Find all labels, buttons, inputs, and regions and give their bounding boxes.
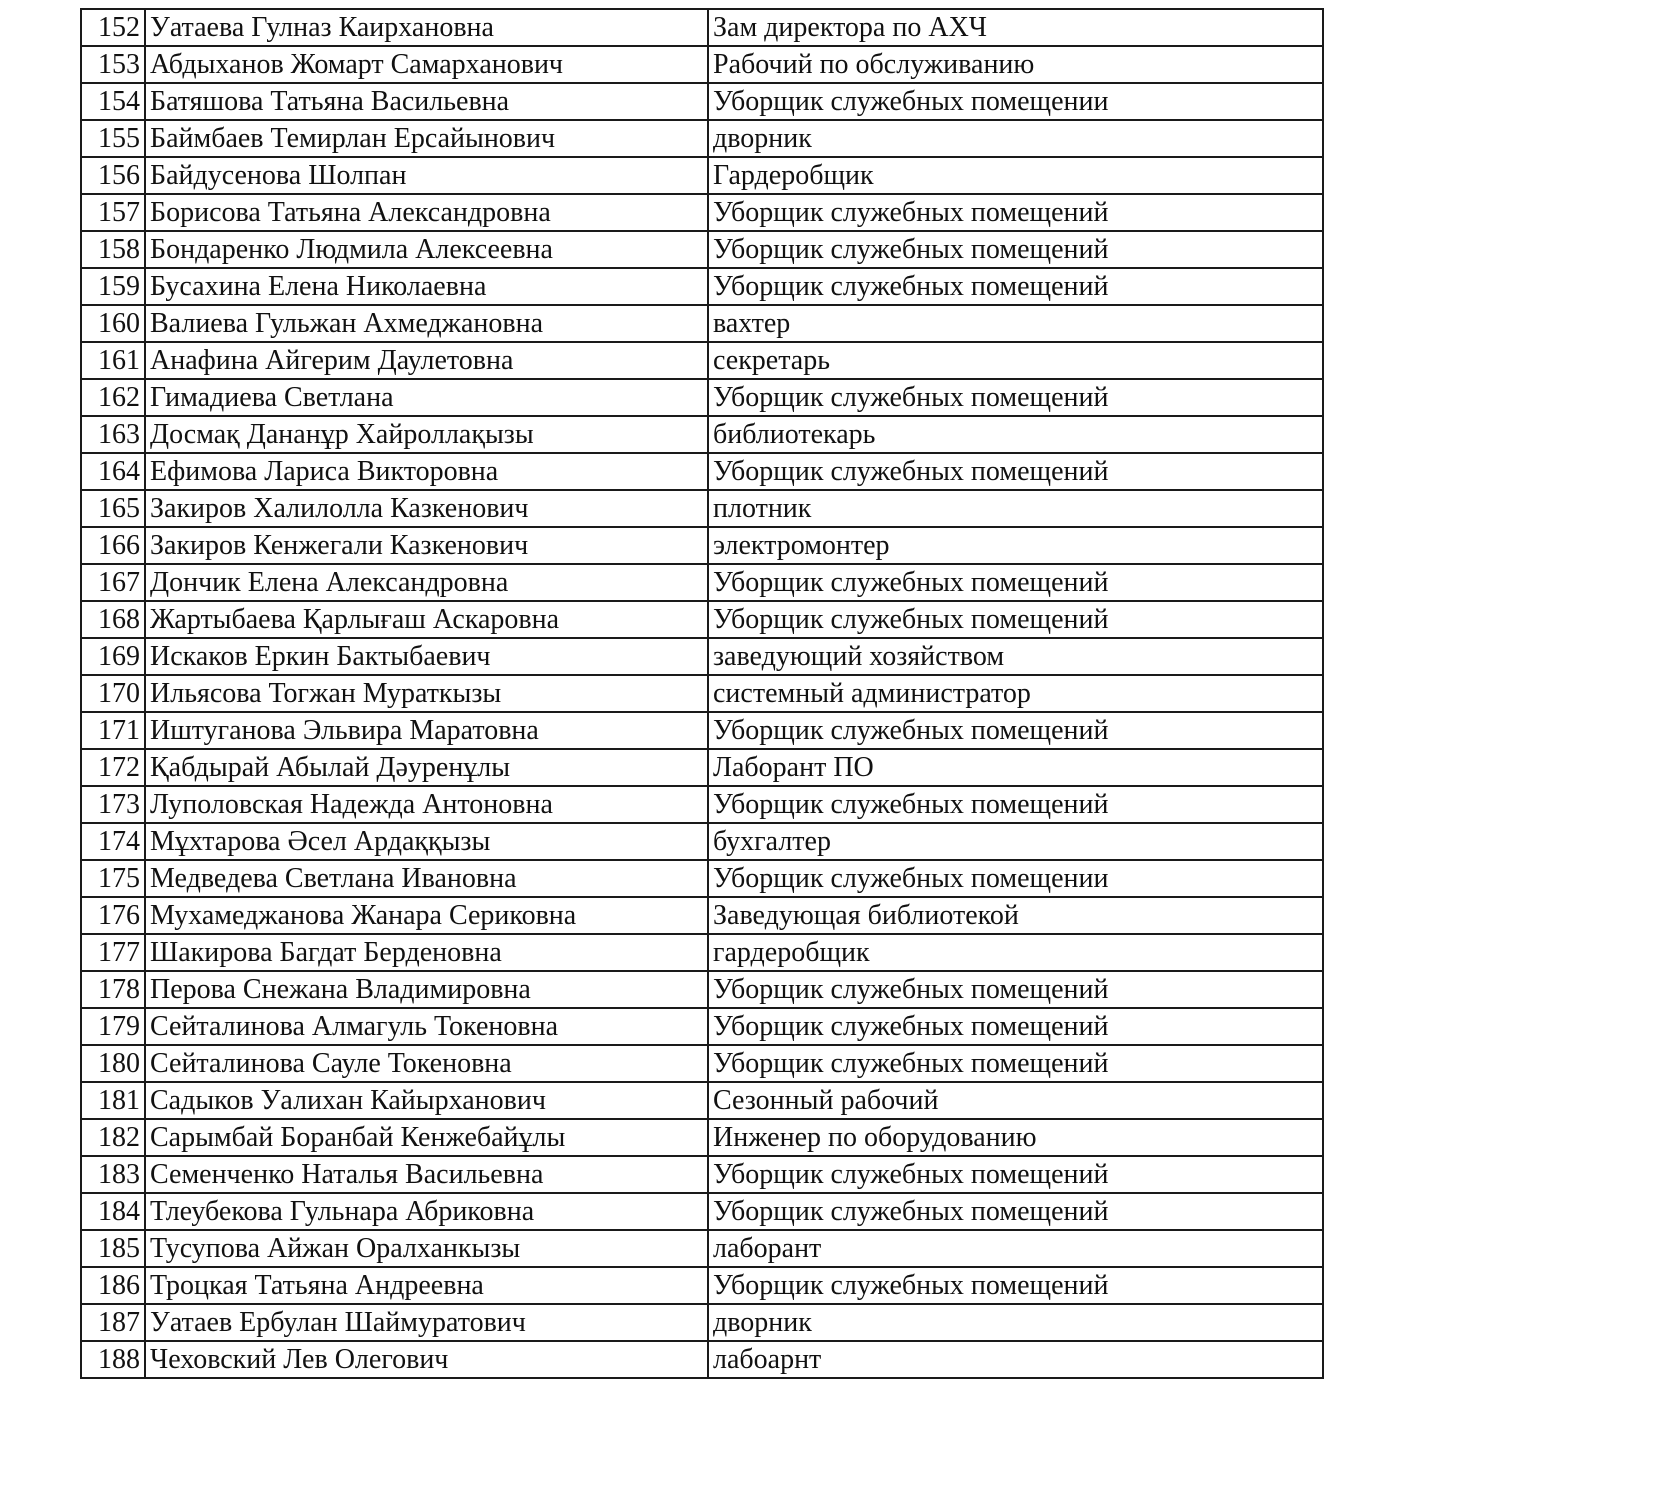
position-cell: Лаборант ПО — [708, 749, 1323, 786]
row-number-cell: 188 — [81, 1341, 145, 1378]
row-number-cell: 167 — [81, 564, 145, 601]
table-row — [81, 120, 1323, 157]
employee-name-cell: Бондаренко Людмила Алексеевна — [145, 231, 708, 268]
table-row — [81, 564, 1323, 601]
table-row — [81, 823, 1323, 860]
table-row — [81, 786, 1323, 823]
table-row — [81, 1082, 1323, 1119]
row-number-cell: 183 — [81, 1156, 145, 1193]
position-cell: бухгалтер — [708, 823, 1323, 860]
row-number-cell: 174 — [81, 823, 145, 860]
table-row — [81, 342, 1323, 379]
table-row — [81, 1119, 1323, 1156]
table-row — [81, 897, 1323, 934]
table-row — [81, 379, 1323, 416]
employee-name-cell: Гимадиева Светлана — [145, 379, 708, 416]
table-row — [81, 675, 1323, 712]
row-number-cell: 176 — [81, 897, 145, 934]
row-number-cell: 179 — [81, 1008, 145, 1045]
row-number-cell: 184 — [81, 1193, 145, 1230]
row-number-cell: 163 — [81, 416, 145, 453]
table-row — [81, 601, 1323, 638]
employee-name-cell: Ефимова Лариса Викторовна — [145, 453, 708, 490]
table-row — [81, 1156, 1323, 1193]
position-cell: Уборщик служебных помещений — [708, 194, 1323, 231]
table-row — [81, 9, 1323, 46]
employee-name-cell: Досмақ Дананұр Хайроллақызы — [145, 416, 708, 453]
row-number-cell: 161 — [81, 342, 145, 379]
employee-name-cell: Сейталинова Алмагуль Токеновна — [145, 1008, 708, 1045]
position-cell: Уборщик служебных помещений — [708, 601, 1323, 638]
document-page — [80, 8, 1324, 1379]
row-number-cell: 165 — [81, 490, 145, 527]
position-cell: Уборщик служебных помещений — [708, 453, 1323, 490]
table-row — [81, 1230, 1323, 1267]
position-cell: Уборщик служебных помещений — [708, 379, 1323, 416]
position-cell: Уборщик служебных помещений — [708, 786, 1323, 823]
position-cell: дворник — [708, 1304, 1323, 1341]
position-cell: Уборщик служебных помещении — [708, 83, 1323, 120]
employee-name-cell: Абдыханов Жомарт Самарханович — [145, 46, 708, 83]
table-row — [81, 231, 1323, 268]
table-row — [81, 1045, 1323, 1082]
position-cell: лабоарнт — [708, 1341, 1323, 1378]
table-row — [81, 1193, 1323, 1230]
table-row — [81, 712, 1323, 749]
table-row — [81, 453, 1323, 490]
employee-name-cell: Троцкая Татьяна Андреевна — [145, 1267, 708, 1304]
row-number-cell: 160 — [81, 305, 145, 342]
table-row — [81, 416, 1323, 453]
position-cell: дворник — [708, 120, 1323, 157]
row-number-cell: 180 — [81, 1045, 145, 1082]
row-number-cell: 168 — [81, 601, 145, 638]
employee-name-cell: Перова Снежана Владимировна — [145, 971, 708, 1008]
table-row — [81, 1008, 1323, 1045]
table-row — [81, 860, 1323, 897]
employee-name-cell: Дончик Елена Александровна — [145, 564, 708, 601]
position-cell: Уборщик служебных помещений — [708, 1267, 1323, 1304]
employee-name-cell: Тусупова Айжан Оралханкызы — [145, 1230, 708, 1267]
employee-name-cell: Батяшова Татьяна Васильевна — [145, 83, 708, 120]
row-number-cell: 153 — [81, 46, 145, 83]
table-row — [81, 157, 1323, 194]
position-cell: Уборщик служебных помещений — [708, 231, 1323, 268]
row-number-cell: 178 — [81, 971, 145, 1008]
table-row — [81, 1267, 1323, 1304]
employee-name-cell: Чеховский Лев Олегович — [145, 1341, 708, 1378]
row-number-cell: 156 — [81, 157, 145, 194]
row-number-cell: 171 — [81, 712, 145, 749]
row-number-cell: 159 — [81, 268, 145, 305]
table-row — [81, 749, 1323, 786]
table-row — [81, 194, 1323, 231]
employee-name-cell: Сарымбай Боранбай Кенжебайұлы — [145, 1119, 708, 1156]
position-cell: библиотекарь — [708, 416, 1323, 453]
position-cell: заведующий хозяйством — [708, 638, 1323, 675]
employee-name-cell: Ильясова Тогжан Мураткызы — [145, 675, 708, 712]
employee-name-cell: Садыков Уалихан Кайырханович — [145, 1082, 708, 1119]
row-number-cell: 186 — [81, 1267, 145, 1304]
employee-name-cell: Мухамеджанова Жанара Сериковна — [145, 897, 708, 934]
position-cell: Гардеробщик — [708, 157, 1323, 194]
employee-name-cell: Валиева Гульжан Ахмеджановна — [145, 305, 708, 342]
employee-name-cell: Луполовская Надежда Антоновна — [145, 786, 708, 823]
position-cell: Сезонный рабочий — [708, 1082, 1323, 1119]
row-number-cell: 182 — [81, 1119, 145, 1156]
position-cell: Зам директора по АХЧ — [708, 9, 1323, 46]
position-cell: Уборщик служебных помещений — [708, 564, 1323, 601]
employee-name-cell: Уатаев Ербулан Шаймуратович — [145, 1304, 708, 1341]
employee-name-cell: Закиров Халилолла Казкенович — [145, 490, 708, 527]
position-cell: Заведующая библиотекой — [708, 897, 1323, 934]
table-row — [81, 638, 1323, 675]
table-row — [81, 934, 1323, 971]
row-number-cell: 154 — [81, 83, 145, 120]
employee-name-cell: Медведева Светлана Ивановна — [145, 860, 708, 897]
row-number-cell: 172 — [81, 749, 145, 786]
employee-name-cell: Сейталинова Сауле Токеновна — [145, 1045, 708, 1082]
row-number-cell: 185 — [81, 1230, 145, 1267]
employee-name-cell: Мұхтарова Әсел Ардаққызы — [145, 823, 708, 860]
employee-name-cell: Иштуганова Эльвира Маратовна — [145, 712, 708, 749]
employee-name-cell: Уатаева Гулназ Каирхановна — [145, 9, 708, 46]
table-row — [81, 268, 1323, 305]
table-row — [81, 83, 1323, 120]
employee-name-cell: Семенченко Наталья Васильевна — [145, 1156, 708, 1193]
row-number-cell: 155 — [81, 120, 145, 157]
employee-name-cell: Баймбаев Темирлан Ерсайынович — [145, 120, 708, 157]
row-number-cell: 162 — [81, 379, 145, 416]
position-cell: Рабочий по обслуживанию — [708, 46, 1323, 83]
employee-name-cell: Жартыбаева Қарлығаш Аскаровна — [145, 601, 708, 638]
position-cell: секретарь — [708, 342, 1323, 379]
position-cell: Инженер по оборудованию — [708, 1119, 1323, 1156]
employee-name-cell: Анафина Айгерим Даулетовна — [145, 342, 708, 379]
employee-name-cell: Борисова Татьяна Александровна — [145, 194, 708, 231]
position-cell: Уборщик служебных помещении — [708, 860, 1323, 897]
position-cell: гардеробщик — [708, 934, 1323, 971]
table-row — [81, 527, 1323, 564]
staff-table-body — [81, 9, 1323, 1378]
table-row — [81, 1304, 1323, 1341]
row-number-cell: 177 — [81, 934, 145, 971]
row-number-cell: 158 — [81, 231, 145, 268]
employee-name-cell: Тлеубекова Гульнара Абриковна — [145, 1193, 708, 1230]
table-row — [81, 490, 1323, 527]
table-row — [81, 46, 1323, 83]
row-number-cell: 170 — [81, 675, 145, 712]
position-cell: плотник — [708, 490, 1323, 527]
table-row — [81, 305, 1323, 342]
position-cell: электромонтер — [708, 527, 1323, 564]
employee-name-cell: Байдусенова Шолпан — [145, 157, 708, 194]
row-number-cell: 152 — [81, 9, 145, 46]
position-cell: Уборщик служебных помещений — [708, 1193, 1323, 1230]
row-number-cell: 166 — [81, 527, 145, 564]
employee-name-cell: Искаков Еркин Бактыбаевич — [145, 638, 708, 675]
position-cell: системный администратор — [708, 675, 1323, 712]
employee-name-cell: Қабдырай Абылай Дәуренұлы — [145, 749, 708, 786]
position-cell: лаборант — [708, 1230, 1323, 1267]
position-cell: Уборщик служебных помещений — [708, 971, 1323, 1008]
employee-name-cell: Шакирова Багдат Берденовна — [145, 934, 708, 971]
row-number-cell: 157 — [81, 194, 145, 231]
staff-table — [80, 8, 1324, 1379]
row-number-cell: 175 — [81, 860, 145, 897]
position-cell: Уборщик служебных помещений — [708, 1008, 1323, 1045]
row-number-cell: 181 — [81, 1082, 145, 1119]
position-cell: Уборщик служебных помещений — [708, 712, 1323, 749]
position-cell: Уборщик служебных помещений — [708, 1045, 1323, 1082]
position-cell: Уборщик служебных помещений — [708, 1156, 1323, 1193]
row-number-cell: 169 — [81, 638, 145, 675]
row-number-cell: 173 — [81, 786, 145, 823]
row-number-cell: 164 — [81, 453, 145, 490]
table-row — [81, 971, 1323, 1008]
position-cell: вахтер — [708, 305, 1323, 342]
row-number-cell: 187 — [81, 1304, 145, 1341]
employee-name-cell: Бусахина Елена Николаевна — [145, 268, 708, 305]
table-row — [81, 1341, 1323, 1378]
position-cell: Уборщик служебных помещений — [708, 268, 1323, 305]
employee-name-cell: Закиров Кенжегали Казкенович — [145, 527, 708, 564]
